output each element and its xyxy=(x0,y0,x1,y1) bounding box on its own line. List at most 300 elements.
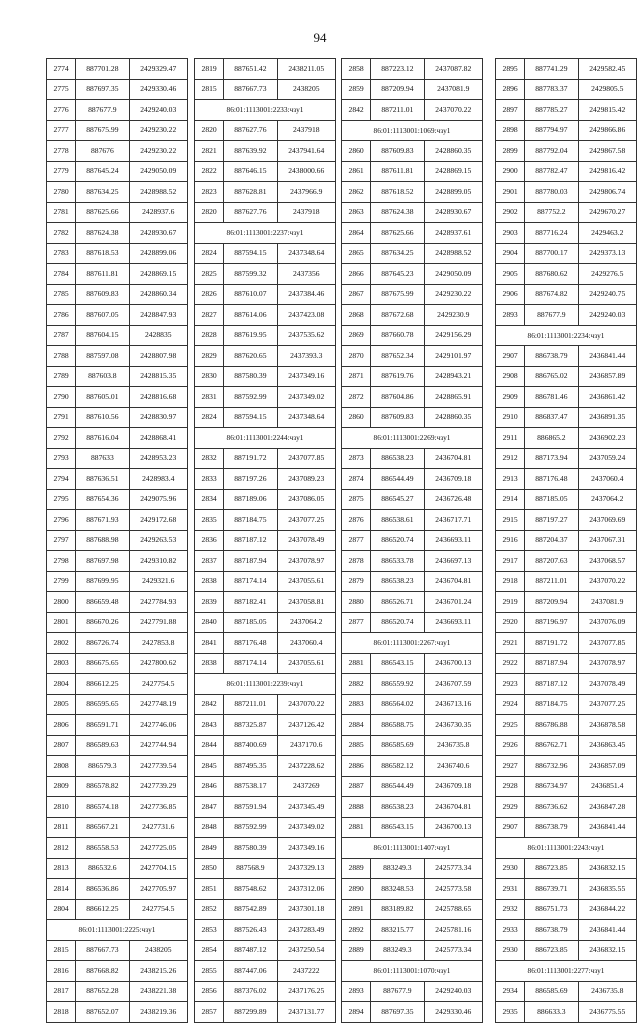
x-coordinate-cell: 886723.85 xyxy=(525,858,578,879)
point-number-cell: 2914 xyxy=(496,489,525,510)
y-coordinate-cell: 2429230.22 xyxy=(129,141,188,162)
table-row xyxy=(496,633,637,654)
y-coordinate-cell: 2429330.46 xyxy=(129,79,188,100)
point-number-cell: 2911 xyxy=(496,428,525,449)
table-row xyxy=(47,428,188,449)
y-coordinate-cell: 2427800.62 xyxy=(129,653,188,674)
y-coordinate-cell: 2436832.15 xyxy=(578,858,637,879)
point-number-cell: 2842 xyxy=(195,694,224,715)
x-coordinate-cell: 887207.63 xyxy=(525,551,578,572)
x-coordinate-cell: 883249.3 xyxy=(371,858,424,879)
y-coordinate-cell: 2425773.34 xyxy=(424,940,483,961)
y-coordinate-cell: 2429050.09 xyxy=(424,264,483,285)
point-number-cell: 2858 xyxy=(342,59,371,80)
x-coordinate-cell: 886738.79 xyxy=(525,346,578,367)
point-number-cell: 2831 xyxy=(195,387,224,408)
x-coordinate-cell: 887677.9 xyxy=(371,981,424,1002)
point-number-cell: 2800 xyxy=(47,592,76,613)
point-number-cell: 2802 xyxy=(47,633,76,654)
point-number-cell: 2876 xyxy=(342,510,371,531)
point-number-cell: 2793 xyxy=(47,448,76,469)
table-row xyxy=(47,612,188,633)
y-coordinate-cell: 2437348.64 xyxy=(277,407,336,428)
cadastral-number: 86:01:1113001:2233:чзу1 xyxy=(195,100,336,121)
parcel-header-row xyxy=(342,961,483,982)
y-coordinate-cell: 2437283.49 xyxy=(277,920,336,941)
table-row xyxy=(195,1002,336,1023)
x-coordinate-cell: 887697.35 xyxy=(371,1002,424,1023)
y-coordinate-cell: 2436700.13 xyxy=(424,653,483,674)
table-row xyxy=(342,243,483,264)
y-coordinate-cell: 2437070.22 xyxy=(424,100,483,121)
x-coordinate-cell: 887447.06 xyxy=(224,961,277,982)
point-number-cell: 2791 xyxy=(47,407,76,428)
table-row xyxy=(195,571,336,592)
cadastral-number: 86:01:1113001:2267:чзу1 xyxy=(342,633,483,654)
y-coordinate-cell: 2436704.81 xyxy=(424,448,483,469)
x-coordinate-cell: 887675.99 xyxy=(371,284,424,305)
y-coordinate-cell: 2438205 xyxy=(277,79,336,100)
point-number-cell: 2806 xyxy=(47,715,76,736)
x-coordinate-cell: 883189.82 xyxy=(371,899,424,920)
y-coordinate-cell: 2429276.5 xyxy=(578,264,637,285)
y-coordinate-cell: 2437060.4 xyxy=(578,469,637,490)
parcel-header-row xyxy=(195,100,336,121)
point-number-cell: 2931 xyxy=(496,879,525,900)
table-row xyxy=(195,469,336,490)
y-coordinate-cell: 2429582.45 xyxy=(578,59,637,80)
point-number-cell: 2843 xyxy=(195,715,224,736)
y-coordinate-cell: 2427739.29 xyxy=(129,776,188,797)
y-coordinate-cell: 2436841.44 xyxy=(578,920,637,941)
table-row xyxy=(195,202,336,223)
point-number-cell: 2807 xyxy=(47,735,76,756)
table-row xyxy=(195,715,336,736)
point-number-cell: 2816 xyxy=(47,961,76,982)
x-coordinate-cell: 887675.99 xyxy=(76,120,129,141)
point-number-cell: 2818 xyxy=(47,1002,76,1023)
point-number-cell: 2902 xyxy=(496,202,525,223)
point-number-cell: 2811 xyxy=(47,817,76,838)
point-number-cell: 2784 xyxy=(47,264,76,285)
point-number-cell: 2930 xyxy=(496,858,525,879)
x-coordinate-cell: 887624.38 xyxy=(371,202,424,223)
x-coordinate-cell: 887174.14 xyxy=(224,571,277,592)
point-number-cell: 2780 xyxy=(47,182,76,203)
x-coordinate-cell: 887325.87 xyxy=(224,715,277,736)
table-row xyxy=(496,202,637,223)
y-coordinate-cell: 2436832.15 xyxy=(578,940,637,961)
parcel-header-row xyxy=(342,838,483,859)
point-number-cell: 2896 xyxy=(496,79,525,100)
y-coordinate-cell: 2425788.65 xyxy=(424,899,483,920)
table-row xyxy=(195,858,336,879)
x-coordinate-cell: 887645.23 xyxy=(371,264,424,285)
point-number-cell: 2827 xyxy=(195,305,224,326)
point-number-cell: 2893 xyxy=(496,305,525,326)
parcel-header-row xyxy=(47,920,188,941)
y-coordinate-cell: 2438215.26 xyxy=(129,961,188,982)
point-number-cell: 2805 xyxy=(47,694,76,715)
table-row xyxy=(47,366,188,387)
table-row xyxy=(342,510,483,531)
x-coordinate-cell: 887780.03 xyxy=(525,182,578,203)
x-coordinate-cell: 887627.76 xyxy=(224,120,277,141)
x-coordinate-cell: 887672.68 xyxy=(371,305,424,326)
x-coordinate-cell: 886659.48 xyxy=(76,592,129,613)
table-row xyxy=(195,776,336,797)
point-number-cell: 2830 xyxy=(195,366,224,387)
table-row xyxy=(342,100,483,121)
x-coordinate-cell: 886612.25 xyxy=(76,899,129,920)
point-number-cell: 2852 xyxy=(195,899,224,920)
point-number-cell: 2782 xyxy=(47,223,76,244)
x-coordinate-cell: 887594.15 xyxy=(224,243,277,264)
y-coordinate-cell: 2429230.22 xyxy=(424,284,483,305)
table-row xyxy=(195,120,336,141)
y-coordinate-cell: 2437055.61 xyxy=(277,571,336,592)
y-coordinate-cell: 2436775.55 xyxy=(578,1002,637,1023)
y-coordinate-cell: 2429329.47 xyxy=(129,59,188,80)
x-coordinate-cell: 886543.15 xyxy=(371,817,424,838)
x-coordinate-cell: 886739.71 xyxy=(525,879,578,900)
table-row xyxy=(195,920,336,941)
table-row xyxy=(195,592,336,613)
y-coordinate-cell: 2437077.85 xyxy=(277,448,336,469)
table-row xyxy=(47,571,188,592)
table-row xyxy=(342,817,483,838)
x-coordinate-cell: 886544.49 xyxy=(371,776,424,797)
x-coordinate-cell: 887204.37 xyxy=(525,530,578,551)
point-number-cell: 2866 xyxy=(342,264,371,285)
x-coordinate-cell: 887782.47 xyxy=(525,161,578,182)
point-number-cell: 2894 xyxy=(342,1002,371,1023)
x-coordinate-cell: 887741.29 xyxy=(525,59,578,80)
point-number-cell: 2885 xyxy=(342,735,371,756)
y-coordinate-cell: 2427853.8 xyxy=(129,633,188,654)
table-row xyxy=(342,59,483,80)
point-number-cell: 2905 xyxy=(496,264,525,285)
point-number-cell: 2923 xyxy=(496,674,525,695)
table-row xyxy=(342,387,483,408)
y-coordinate-cell: 2427731.6 xyxy=(129,817,188,838)
table-row xyxy=(47,346,188,367)
point-number-cell: 2910 xyxy=(496,407,525,428)
x-coordinate-cell: 887184.75 xyxy=(525,694,578,715)
table-row xyxy=(496,1002,637,1023)
point-number-cell: 2823 xyxy=(195,182,224,203)
point-number-cell: 2860 xyxy=(342,407,371,428)
cadastral-number: 86:01:1113001:2269:чзу1 xyxy=(342,428,483,449)
point-number-cell: 2900 xyxy=(496,161,525,182)
cadastral-number: 86:01:1113001:2244:чзу1 xyxy=(195,428,336,449)
x-coordinate-cell: 887592.99 xyxy=(224,387,277,408)
x-coordinate-cell: 887699.95 xyxy=(76,571,129,592)
table-row xyxy=(47,817,188,838)
y-coordinate-cell: 2437064.2 xyxy=(578,489,637,510)
table-row xyxy=(342,161,483,182)
point-number-cell: 2870 xyxy=(342,346,371,367)
table-row xyxy=(496,510,637,531)
table-row xyxy=(47,735,188,756)
point-number-cell: 2912 xyxy=(496,448,525,469)
x-coordinate-cell: 887618.53 xyxy=(76,243,129,264)
table-row xyxy=(342,202,483,223)
y-coordinate-cell: 2428899.05 xyxy=(424,182,483,203)
table-row xyxy=(496,182,637,203)
x-coordinate-cell: 887688.98 xyxy=(76,530,129,551)
point-number-cell: 2813 xyxy=(47,858,76,879)
y-coordinate-cell: 2437349.16 xyxy=(277,838,336,859)
point-number-cell: 2799 xyxy=(47,571,76,592)
point-number-cell: 2861 xyxy=(342,161,371,182)
y-coordinate-cell: 2437069.69 xyxy=(578,510,637,531)
point-number-cell: 2881 xyxy=(342,653,371,674)
y-coordinate-cell: 2437176.25 xyxy=(277,981,336,1002)
y-coordinate-cell: 2438211.05 xyxy=(277,59,336,80)
point-number-cell: 2918 xyxy=(496,571,525,592)
y-coordinate-cell: 2436701.24 xyxy=(424,592,483,613)
table-row xyxy=(195,161,336,182)
table-row xyxy=(47,407,188,428)
table-row xyxy=(47,756,188,777)
cadastral-number: 86:01:1113001:2234:чзу1 xyxy=(496,325,637,346)
x-coordinate-cell: 886564.02 xyxy=(371,694,424,715)
x-coordinate-cell: 887610.07 xyxy=(224,284,277,305)
y-coordinate-cell: 2436841.44 xyxy=(578,817,637,838)
point-number-cell: 2890 xyxy=(342,879,371,900)
point-number-cell: 2886 xyxy=(342,756,371,777)
x-coordinate-cell: 886538.61 xyxy=(371,510,424,531)
table-row xyxy=(47,79,188,100)
x-coordinate-cell: 887211.01 xyxy=(371,100,424,121)
point-number-cell: 2778 xyxy=(47,141,76,162)
table-row xyxy=(47,223,188,244)
point-number-cell: 2925 xyxy=(496,715,525,736)
y-coordinate-cell: 2436697.13 xyxy=(424,551,483,572)
y-coordinate-cell: 2427704.15 xyxy=(129,858,188,879)
x-coordinate-cell: 886837.47 xyxy=(525,407,578,428)
table-row xyxy=(47,387,188,408)
point-number-cell: 2879 xyxy=(342,571,371,592)
x-coordinate-cell: 887196.97 xyxy=(525,612,578,633)
x-coordinate-cell: 886582.12 xyxy=(371,756,424,777)
point-number-cell: 2882 xyxy=(342,674,371,695)
table-row xyxy=(496,428,637,449)
y-coordinate-cell: 2429050.09 xyxy=(129,161,188,182)
table-row xyxy=(496,264,637,285)
y-coordinate-cell: 2436902.23 xyxy=(578,428,637,449)
x-coordinate-cell: 887495.35 xyxy=(224,756,277,777)
y-coordinate-cell: 2437081.9 xyxy=(424,79,483,100)
table-row xyxy=(47,633,188,654)
point-number-cell: 2920 xyxy=(496,612,525,633)
table-row xyxy=(47,797,188,818)
point-number-cell: 2907 xyxy=(496,346,525,367)
point-number-cell: 2906 xyxy=(496,284,525,305)
point-number-cell: 2835 xyxy=(195,510,224,531)
table-row xyxy=(342,530,483,551)
y-coordinate-cell: 2427739.54 xyxy=(129,756,188,777)
point-number-cell: 2776 xyxy=(47,100,76,121)
x-coordinate-cell: 883249.3 xyxy=(371,940,424,961)
x-coordinate-cell: 886736.62 xyxy=(525,797,578,818)
point-number-cell: 2796 xyxy=(47,510,76,531)
x-coordinate-cell: 886723.85 xyxy=(525,940,578,961)
point-number-cell: 2862 xyxy=(342,182,371,203)
x-coordinate-cell: 883248.53 xyxy=(371,879,424,900)
table-row xyxy=(47,100,188,121)
table-row xyxy=(195,59,336,80)
y-coordinate-cell: 2427754.5 xyxy=(129,899,188,920)
table-row xyxy=(496,161,637,182)
x-coordinate-cell: 887185.05 xyxy=(224,612,277,633)
table-row xyxy=(496,735,637,756)
point-number-cell: 2917 xyxy=(496,551,525,572)
x-coordinate-cell: 887611.81 xyxy=(371,161,424,182)
table-row xyxy=(47,284,188,305)
table-row xyxy=(496,366,637,387)
table-row xyxy=(195,264,336,285)
table-row xyxy=(47,899,188,920)
y-coordinate-cell: 2436735.8 xyxy=(578,981,637,1002)
y-coordinate-cell: 2436835.55 xyxy=(578,879,637,900)
y-coordinate-cell: 2437058.81 xyxy=(277,592,336,613)
x-coordinate-cell: 887625.66 xyxy=(371,223,424,244)
y-coordinate-cell: 2429806.74 xyxy=(578,182,637,203)
x-coordinate-cell: 887542.89 xyxy=(224,899,277,920)
y-coordinate-cell: 2428937.6 xyxy=(129,202,188,223)
table-row xyxy=(496,141,637,162)
table-row xyxy=(47,182,188,203)
table-row xyxy=(496,223,637,244)
point-number-cell: 2803 xyxy=(47,653,76,674)
table-row xyxy=(496,120,637,141)
y-coordinate-cell: 2428835 xyxy=(129,325,188,346)
x-coordinate-cell: 887700.17 xyxy=(525,243,578,264)
y-coordinate-cell: 2436709.18 xyxy=(424,776,483,797)
x-coordinate-cell: 887187.94 xyxy=(224,551,277,572)
table-row xyxy=(496,551,637,572)
table-row xyxy=(195,325,336,346)
y-coordinate-cell: 2437228.62 xyxy=(277,756,336,777)
y-coordinate-cell: 2436730.35 xyxy=(424,715,483,736)
y-coordinate-cell: 2429240.03 xyxy=(424,981,483,1002)
table-row xyxy=(496,592,637,613)
x-coordinate-cell: 887173.94 xyxy=(525,448,578,469)
table-row xyxy=(195,489,336,510)
point-number-cell: 2822 xyxy=(195,161,224,182)
x-coordinate-cell: 887594.15 xyxy=(224,407,277,428)
point-number-cell: 2899 xyxy=(496,141,525,162)
point-number-cell: 2857 xyxy=(195,1002,224,1023)
x-coordinate-cell: 887580.39 xyxy=(224,366,277,387)
point-number-cell: 2795 xyxy=(47,489,76,510)
point-number-cell: 2884 xyxy=(342,715,371,736)
table-row xyxy=(342,366,483,387)
point-number-cell: 2846 xyxy=(195,776,224,797)
x-coordinate-cell: 887624.38 xyxy=(76,223,129,244)
table-row xyxy=(195,879,336,900)
point-number-cell: 2880 xyxy=(342,592,371,613)
point-number-cell: 2814 xyxy=(47,879,76,900)
point-number-cell: 2774 xyxy=(47,59,76,80)
parcel-header-row xyxy=(496,961,637,982)
table-row xyxy=(342,858,483,879)
x-coordinate-cell: 887197.27 xyxy=(525,510,578,531)
x-coordinate-cell: 887187.94 xyxy=(525,653,578,674)
x-coordinate-cell: 887174.14 xyxy=(224,653,277,674)
point-number-cell: 2815 xyxy=(47,940,76,961)
y-coordinate-cell: 2427748.19 xyxy=(129,694,188,715)
x-coordinate-cell: 886781.46 xyxy=(525,387,578,408)
point-number-cell: 2856 xyxy=(195,981,224,1002)
y-coordinate-cell: 2427754.5 xyxy=(129,674,188,695)
y-coordinate-cell: 2428988.52 xyxy=(129,182,188,203)
point-number-cell: 2798 xyxy=(47,551,76,572)
y-coordinate-cell: 2428860.35 xyxy=(424,407,483,428)
x-coordinate-cell: 887211.01 xyxy=(525,571,578,592)
y-coordinate-cell: 2437077.25 xyxy=(578,694,637,715)
y-coordinate-cell: 2429866.86 xyxy=(578,120,637,141)
table-row xyxy=(342,79,483,100)
cadastral-number: 86:01:1113001:2225:чзу1 xyxy=(47,920,188,941)
table-row xyxy=(47,510,188,531)
y-coordinate-cell: 2429230.22 xyxy=(129,120,188,141)
y-coordinate-cell: 2437089.23 xyxy=(277,469,336,490)
y-coordinate-cell: 2437384.46 xyxy=(277,284,336,305)
point-number-cell: 2928 xyxy=(496,776,525,797)
table-row xyxy=(496,653,637,674)
y-coordinate-cell: 2437070.22 xyxy=(277,694,336,715)
point-number-cell: 2825 xyxy=(195,264,224,285)
y-coordinate-cell: 2429373.13 xyxy=(578,243,637,264)
table-row xyxy=(47,243,188,264)
table-row xyxy=(496,79,637,100)
table-row xyxy=(496,530,637,551)
table-row xyxy=(496,776,637,797)
y-coordinate-cell: 2437348.64 xyxy=(277,243,336,264)
point-number-cell: 2873 xyxy=(342,448,371,469)
table-row xyxy=(496,305,637,326)
table-row xyxy=(496,694,637,715)
x-coordinate-cell: 887671.93 xyxy=(76,510,129,531)
point-number-cell: 2836 xyxy=(195,530,224,551)
table-row xyxy=(195,551,336,572)
point-number-cell: 2801 xyxy=(47,612,76,633)
x-coordinate-cell: 887676 xyxy=(76,141,129,162)
y-coordinate-cell: 2427744.94 xyxy=(129,735,188,756)
point-number-cell: 2908 xyxy=(496,366,525,387)
x-coordinate-cell: 887620.65 xyxy=(224,346,277,367)
x-coordinate-cell: 887568.9 xyxy=(224,858,277,879)
x-coordinate-cell: 887187.12 xyxy=(224,530,277,551)
point-number-cell: 2933 xyxy=(496,920,525,941)
x-coordinate-cell: 887618.52 xyxy=(371,182,424,203)
table-row xyxy=(496,940,637,961)
y-coordinate-cell: 2429805.5 xyxy=(578,79,637,100)
point-number-cell: 2875 xyxy=(342,489,371,510)
table-row xyxy=(47,1002,188,1023)
point-number-cell: 2903 xyxy=(496,223,525,244)
x-coordinate-cell: 887616.04 xyxy=(76,428,129,449)
y-coordinate-cell: 2437349.16 xyxy=(277,366,336,387)
x-coordinate-cell: 887176.48 xyxy=(525,469,578,490)
parcel-header-row xyxy=(342,633,483,654)
point-number-cell: 2785 xyxy=(47,284,76,305)
x-coordinate-cell: 887677.9 xyxy=(76,100,129,121)
x-coordinate-cell: 886865.2 xyxy=(525,428,578,449)
